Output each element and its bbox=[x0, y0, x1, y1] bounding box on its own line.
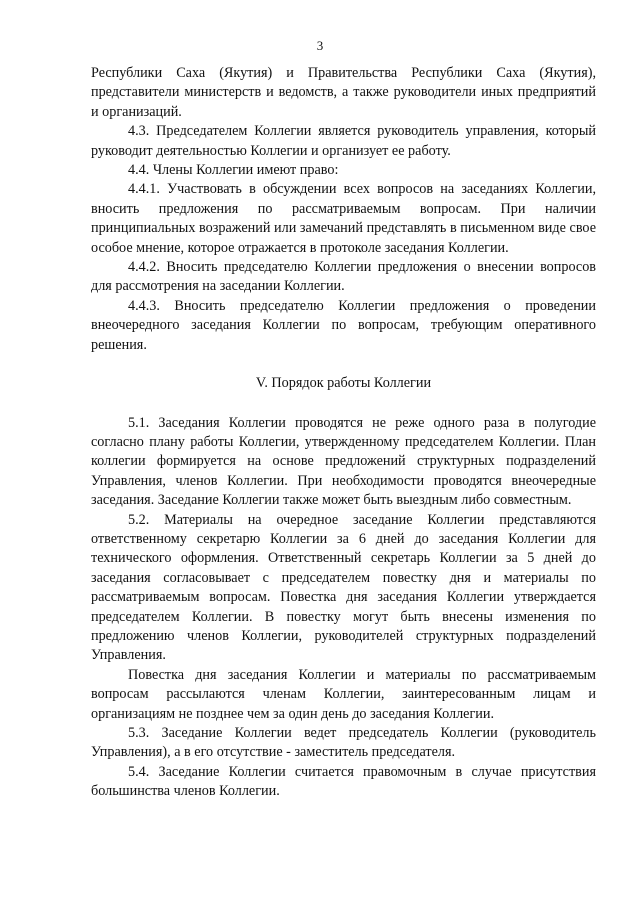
paragraph-4-4-1: 4.4.1. Участвовать в обсуждении всех вопросов на заседаниях Коллегии, вносить предложения по рассматриваемым вопросам. При наличии принципиальных возражений или замечаний представлять в письменном виде свое особое мнение, которое отражается в протоколе заседания Коллегии. bbox=[91, 181, 596, 256]
document-body bbox=[91, 64, 596, 802]
page-number: 3 bbox=[316, 38, 324, 53]
paragraph-4-4-3: 4.4.3. Вносить председателю Коллегии предложения о проведении внеочередного заседания Коллегии по вопросам, требующим оперативного решения. bbox=[91, 297, 596, 353]
paragraph-5-1: 5.1. Заседания Коллегии проводятся не реже одного раза в полугодие согласно плану работы Коллегии, утвержденному председателем Коллегии. План коллегии формируется на основе предложений структурных подразделений Управления, членов Коллегии. При необходимости проводятся внеочередные заседания. Заседание Коллегии также может быть выездным либо совместным. bbox=[91, 414, 596, 509]
paragraph-continuation: Республики Саха (Якутия) и Правительства Республики Саха (Якутия), представители министерств и ведомств, а также руководители иных предприятий и организаций. bbox=[91, 65, 596, 120]
paragraph-4-3: 4.3. Председателем Коллегии является руководитель управления, который руководит деятельностью Коллегии и организует ее работу. bbox=[91, 123, 596, 159]
paragraph-5-3: 5.3. Заседание Коллегии ведет председатель Коллегии (руководитель Управления), а в его отсутствие - заместитель председателя. bbox=[91, 725, 596, 761]
paragraph-5-2: 5.2. Материалы на очередное заседание Коллегии представляются ответственному секретарю Коллегии за 6 дней до заседания Коллегии для технического оформления. Ответственный секретарь Коллегии за 5 дней до заседания согласовывает с председателем повестку дня и материалы по рассматриваемым вопросам. Повестка дня заседания Коллегии утверждается председателем Коллегии. В повестку могут быть внесены изменения по предложению членов Коллегии, руководителей структурных подразделений Управления. bbox=[91, 511, 596, 664]
section-title: V. Порядок работы Коллегии bbox=[255, 375, 432, 392]
paragraph-4-4: 4.4. Члены Коллегии имеют право: bbox=[128, 162, 339, 179]
paragraph-agenda: Повестка дня заседания Коллегии и материалы по рассматриваемым вопросам рассылаются членам Коллегии, заинтересованным лицам и организациям не позднее чем за один день до заседания Коллегии. bbox=[91, 666, 596, 722]
paragraph-5-4: 5.4. Заседание Коллегии считается правомочным в случае присутствия большинства членов Коллегии. bbox=[91, 763, 596, 800]
paragraph-4-4-2: 4.4.2. Вносить председателю Коллегии предложения о внесении вопросов для рассмотрения на заседании Коллегии. bbox=[91, 259, 596, 295]
